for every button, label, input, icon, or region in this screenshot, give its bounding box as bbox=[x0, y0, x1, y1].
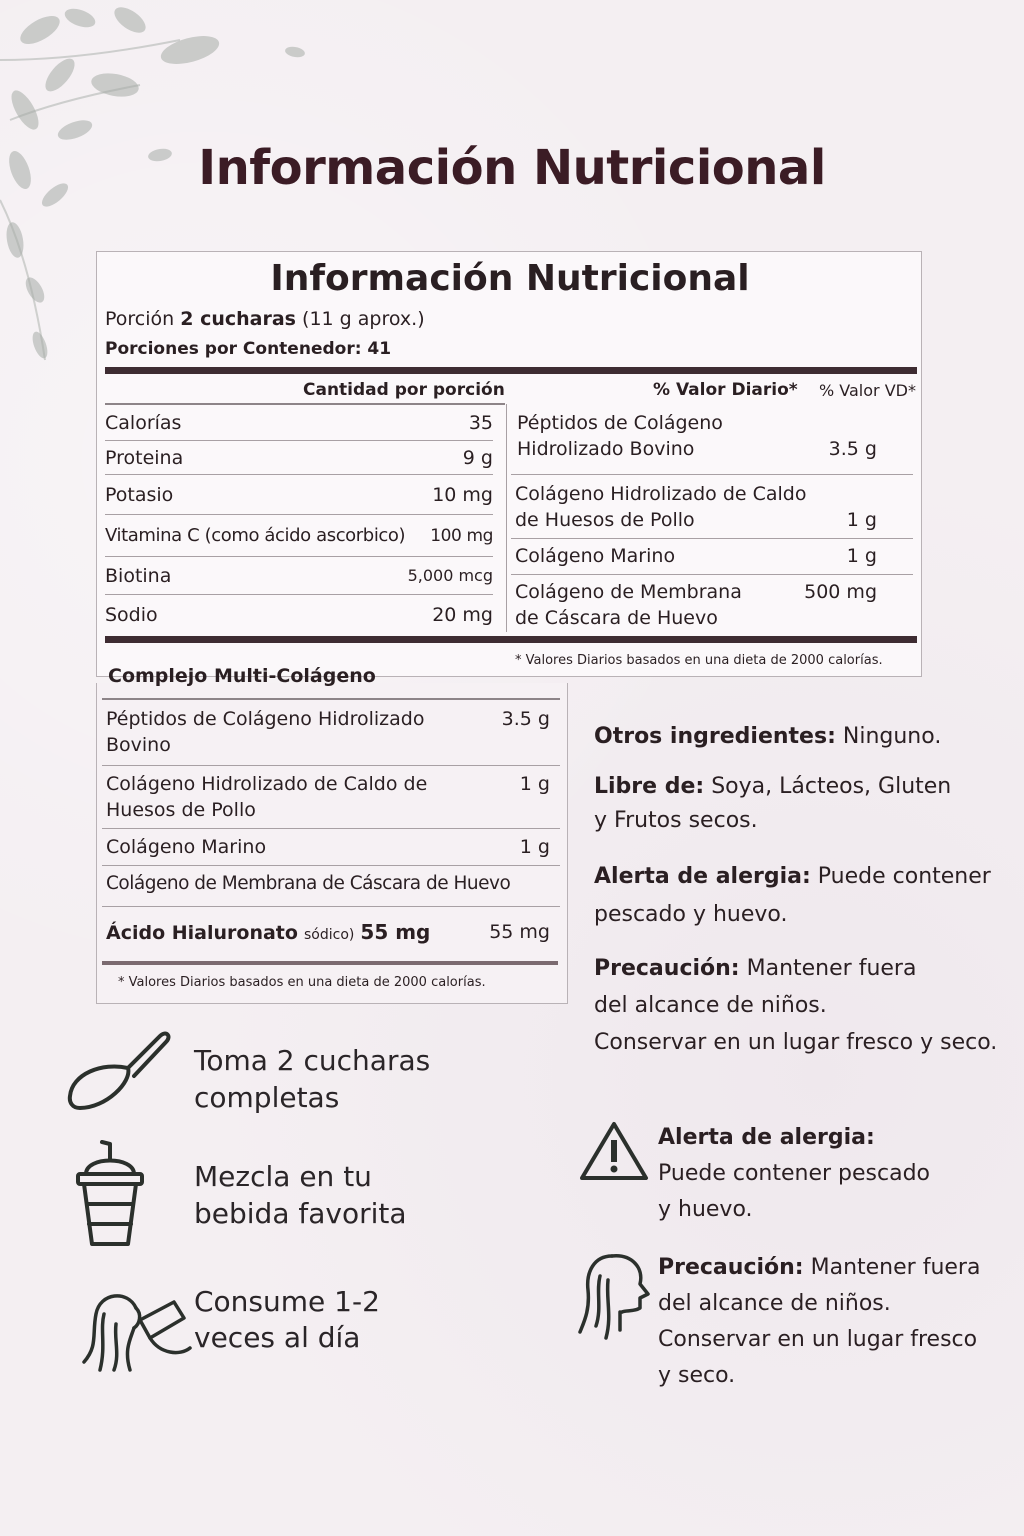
nutrition-panel bbox=[96, 251, 922, 677]
column-divider bbox=[506, 404, 507, 632]
right-row-peptidos: Péptidos de Colágeno Hidrolizado Bovino 3.5 g bbox=[517, 412, 877, 460]
cup-icon bbox=[72, 1140, 148, 1250]
left-row-calorias: Calorías 35 bbox=[105, 412, 493, 434]
left-row-sodio: Sodio 20 mg bbox=[105, 594, 493, 634]
step-3-text: Consume 1-2 veces al día bbox=[194, 1285, 380, 1354]
otros-ingredientes: Otros ingredientes: Ninguno. bbox=[594, 724, 942, 749]
left-row-proteina: Proteina 9 g bbox=[105, 440, 493, 474]
warning-triangle-icon bbox=[578, 1120, 650, 1182]
left-row-vitamina-c: Vitamina C (como ácido ascorbico) 100 mg bbox=[105, 514, 493, 556]
bottom-divider-bar bbox=[105, 636, 917, 643]
complex-row-pollo: Colágeno Hidrolizado de Caldo de Huesos de Pollo 1 g bbox=[102, 765, 560, 827]
complex-bottom-bar bbox=[102, 961, 558, 965]
step-1-text: Toma 2 cucharas completas bbox=[194, 1044, 431, 1114]
allergy-warning: Alerta de alergia: Puede contener pescado y huevo. bbox=[658, 1125, 930, 1222]
libre-de: Libre de: Soya, Lácteos, Gluten y Frutos secos. bbox=[594, 774, 952, 833]
precaucion-text: Precaución: Mantener fuera del alcance de niños. Conservar en un lugar fresco y seco. bbox=[594, 956, 998, 1055]
complex-row-hialuronato: Ácido Hialuronato sódico) 55 mg 55 mg bbox=[102, 906, 560, 956]
complex-row-marino: Colágeno Marino 1 g bbox=[102, 828, 560, 864]
complex-title-underline bbox=[102, 698, 560, 700]
caution-warning: Precaución: Mantener fuera del alcance de niños. Conservar en un lugar fresco y seco. bbox=[658, 1255, 981, 1388]
scoop-icon bbox=[62, 1024, 174, 1112]
left-row-potasio: Potasio 10 mg bbox=[105, 474, 493, 514]
right-row-colageno-marino: Colágeno Marino 1 g bbox=[511, 538, 913, 574]
panel-footnote: * Valores Diarios basados en una dieta de 2000 calorías. bbox=[515, 653, 883, 668]
left-row-biotina: Biotina 5,000 mcg bbox=[105, 556, 493, 594]
header-vd: % Valor VD* bbox=[819, 381, 916, 400]
alerta-alergia-text: Alerta de alergia: Puede contener pescado y huevo. bbox=[594, 864, 991, 927]
page-title: Información Nutricional bbox=[198, 140, 826, 196]
child-face-icon bbox=[578, 1250, 652, 1342]
header-daily-value: % Valor Diario* bbox=[653, 380, 798, 400]
complex-title: Complejo Multi-Colágeno bbox=[108, 665, 376, 687]
complex-row-peptidos: Péptidos de Colágeno Hidrolizado Bovino 3.5 g bbox=[106, 708, 550, 756]
step-2-text: Mezcla en tu bebida favorita bbox=[194, 1160, 407, 1230]
serving-size: Porción 2 cucharas (11 g aprox.) bbox=[105, 308, 425, 330]
drinking-woman-icon bbox=[80, 1284, 192, 1374]
header-amount: Cantidad por porción bbox=[303, 380, 505, 400]
right-row-colageno-pollo: Colágeno Hidrolizado de Caldo de Huesos de Pollo 1 g bbox=[511, 474, 913, 536]
complex-footnote: * Valores Diarios basados en una dieta de 2000 calorías. bbox=[118, 975, 486, 990]
header-underline bbox=[105, 403, 505, 405]
complex-row-membrana: Colágeno de Membrana de Cáscara de Huevo bbox=[102, 865, 560, 905]
right-row-membrana: Colágeno de Membrana de Cáscara de Huevo 500 mg bbox=[511, 574, 913, 634]
top-divider-bar bbox=[105, 367, 917, 374]
servings-per-container: Porciones por Contenedor: 41 bbox=[105, 339, 392, 359]
panel-title: Información Nutricional bbox=[270, 258, 750, 299]
